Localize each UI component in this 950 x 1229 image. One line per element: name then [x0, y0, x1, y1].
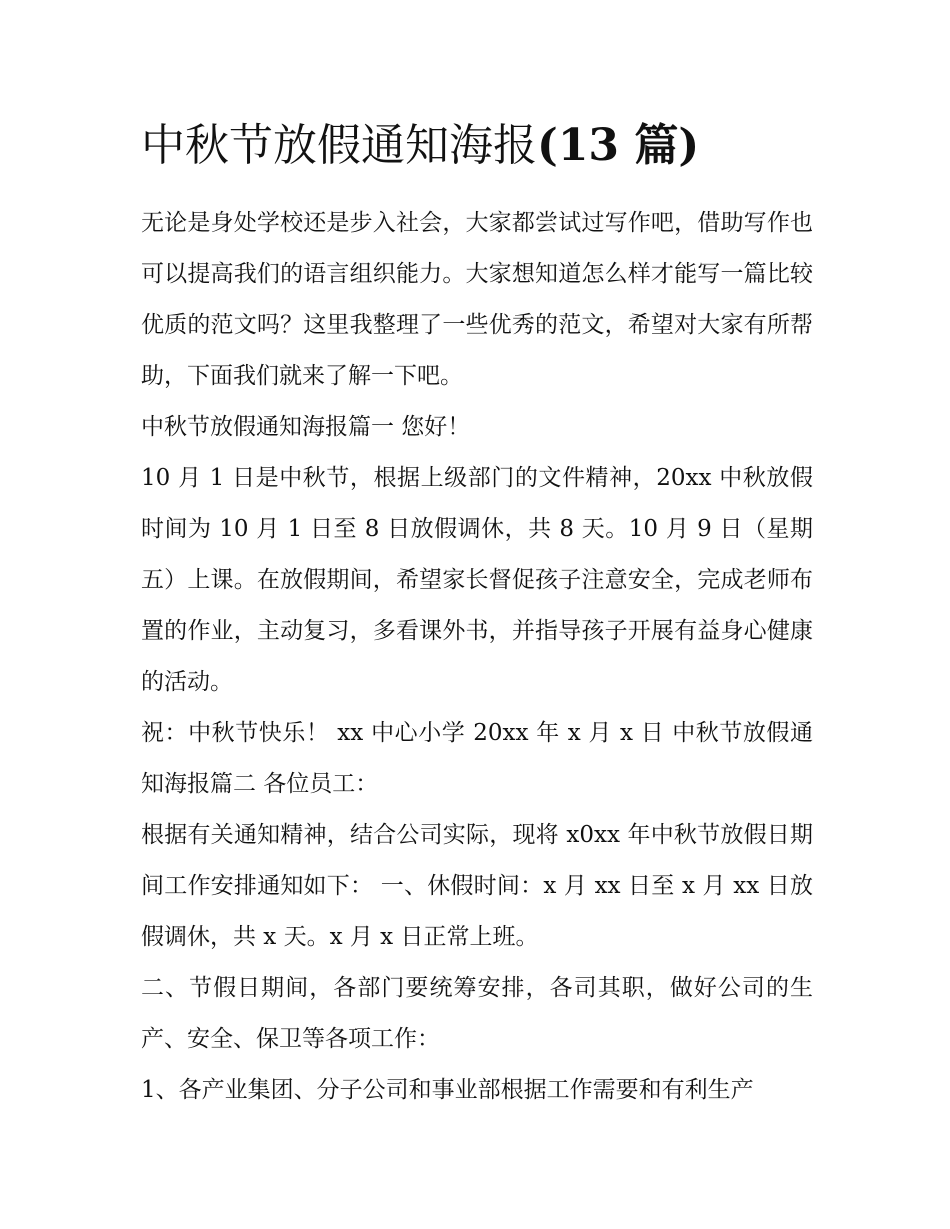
- paragraph-section-two: 二、节假日期间，各部门要统筹安排，各司其职，做好公司的生产、安全、保卫等各项工作：: [141, 975, 813, 1052]
- paragraph-intro: 无论是身处学校还是步入社会，大家都尝试过写作吧，借助写作也可以提高我们的语言组织能力。大家想知道怎么样才能写一篇比较优质的范文吗？这里我整理了一些优秀的范文，希望对大家有所帮助，下面我们就来了解一下吧。: [141, 210, 813, 389]
- paragraph-greeting: 祝：中秋节快乐！ xx 中心小学 20xx 年 x 月 x 日 中秋节放假通知海报篇二 各位员工：: [141, 720, 813, 797]
- document-body: [141, 198, 813, 1116]
- paragraph-notice-two: 根据有关通知精神，结合公司实际，现将 x0xx 年中秋节放假日期间工作安排通知如下： 一、休假时间：x 月 xx 日至 x 月 xx 日放假调休，共 x 天。x 月 x 日正常上班。: [141, 822, 813, 950]
- paragraph-heading-one: 中秋节放假通知海报篇一 您好！: [141, 414, 471, 440]
- title-suffix: (13 篇): [537, 120, 700, 171]
- document-title: [141, 114, 841, 178]
- title-main: 中秋节放假通知海报: [141, 120, 537, 171]
- paragraph-item-one: 1、各产业集团、分子公司和事业部根据工作需要和有利生产: [141, 1077, 754, 1103]
- paragraph-notice-one: 10 月 1 日是中秋节，根据上级部门的文件精神，20xx 中秋放假时间为 10 月 1 日至 8 日放假调休，共 8 天。10 月 9 日（星期五）上课。在放假期间，希望家长督促孩子注意安全，完成老师布置的作业，主动复习，多看课外书，并指导孩子开展有益身心健康的活动。: [141, 465, 813, 695]
